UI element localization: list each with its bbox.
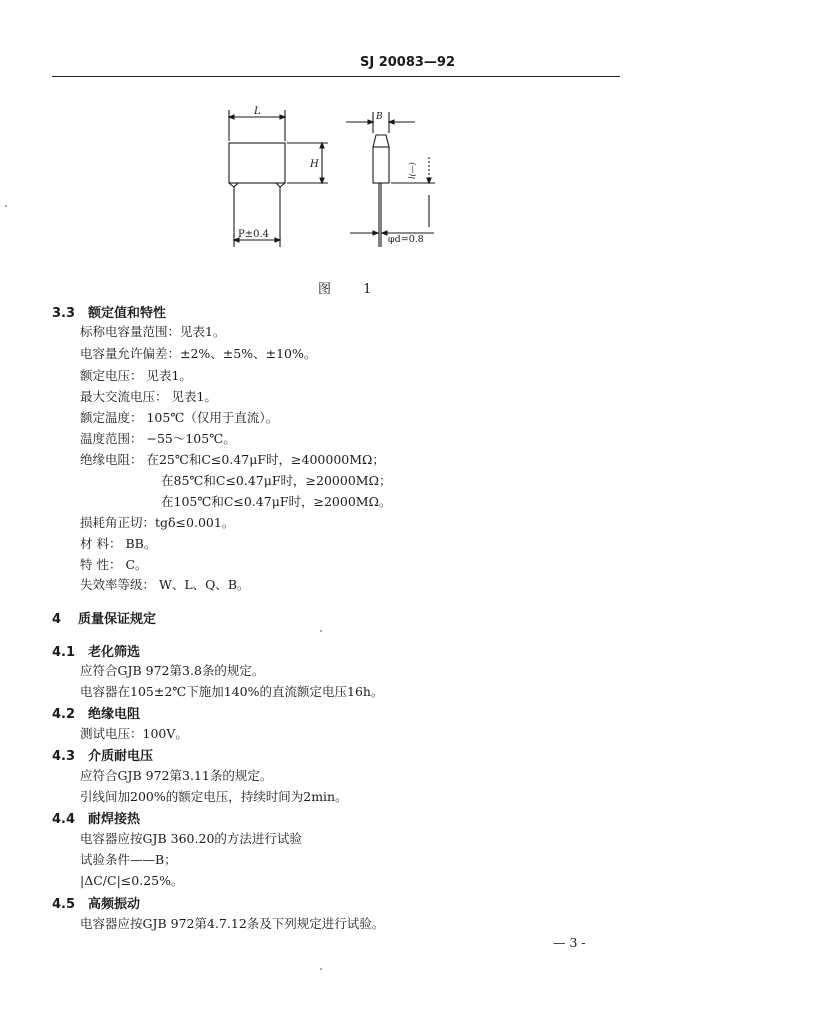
text-line: 电容器在105±2℃下施加140%的直流额定电压16h。 xyxy=(80,684,384,699)
section-4-4-heading xyxy=(52,808,140,827)
text-line: 应符合GJB 972第3.8条的规定。 xyxy=(80,663,265,678)
figure-1-drawing xyxy=(210,95,450,260)
section-4-2-heading xyxy=(52,703,140,722)
front-view-foot-right xyxy=(276,183,285,187)
section-4-heading xyxy=(52,608,156,627)
capacitor-dimension-drawing xyxy=(210,95,450,260)
label-d: φd=0.8 xyxy=(388,234,424,245)
text-line: 最大交流电压： 见表1。 xyxy=(80,389,217,404)
scan-speck xyxy=(320,630,322,632)
insulation-resistance-line: 在105℃和C≤0.47μF时，≥2000MΩ。 xyxy=(161,494,392,509)
section-title: 介质耐电压 xyxy=(88,749,154,764)
label-L: L xyxy=(254,106,261,117)
text-line: 试验条件——B； xyxy=(80,852,177,867)
document-header-code: SJ 20083—92 xyxy=(359,55,456,70)
text-line: 额定电压： 见表1。 xyxy=(80,368,192,383)
insulation-resistance-line: 绝缘电阻： 在25℃和C≤0.47μF时，≥400000MΩ； xyxy=(80,452,385,467)
section-4-1-heading xyxy=(52,641,140,660)
section-number: 4.4 xyxy=(52,812,76,827)
text-line: 损耗角正切：tgδ≤0.001。 xyxy=(80,515,235,530)
text-line: 电容量允许偏差：±2%、±5%、±10%。 xyxy=(80,346,317,361)
text-line: 引线间加200%的额定电压，持续时间为2min。 xyxy=(80,789,348,804)
scan-speck xyxy=(5,205,7,207)
front-view-foot-left xyxy=(229,183,238,187)
section-number: 4.5 xyxy=(52,897,76,912)
section-number: 4.2 xyxy=(52,707,76,722)
text-line: |ΔC/C|≤0.25%。 xyxy=(80,873,184,888)
section-title: 老化筛选 xyxy=(88,645,141,660)
figure-caption: 图 1 xyxy=(318,282,386,297)
text-line: 电容器应按GJB 972第4.7.12条及下列规定进行试验。 xyxy=(80,916,385,931)
text-line: 特 性： C。 xyxy=(80,557,148,572)
front-view-body xyxy=(229,143,285,183)
section-4-3-heading xyxy=(52,745,153,764)
label-P: P±0.4 xyxy=(238,229,270,240)
text-line: 材 料： BB。 xyxy=(80,536,157,551)
section-number: 3.3 xyxy=(52,306,76,321)
header-rule xyxy=(52,76,620,77)
text-line: 应符合GJB 972第3.11条的规定。 xyxy=(80,768,273,783)
side-view-top xyxy=(373,135,389,147)
label-H: H xyxy=(310,159,319,170)
section-title: 绝缘电阻 xyxy=(88,707,141,722)
section-number: 4.1 xyxy=(52,645,76,660)
section-4-5-heading xyxy=(52,893,140,912)
section-title: 高频振动 xyxy=(88,897,141,912)
page-number: — 3 - xyxy=(553,935,586,950)
section-number: 4.3 xyxy=(52,749,76,764)
section-title: 耐焊接热 xyxy=(88,812,141,827)
section-title: 额定值和特性 xyxy=(88,306,167,321)
text-line: 额定温度： 105℃（仅用于直流）。 xyxy=(80,410,279,425)
scan-speck xyxy=(320,968,322,970)
label-B: B xyxy=(376,112,383,122)
text-line: 温度范围： −55～105℃。 xyxy=(80,431,236,446)
text-line: 失效率等级： W、L、Q、B。 xyxy=(80,577,250,592)
label-l: l(—) xyxy=(408,162,417,179)
insulation-resistance-line: 在85℃和C≤0.47μF时，≥20000MΩ； xyxy=(161,473,392,488)
section-3-3-heading xyxy=(52,302,166,321)
section-title: 质量保证规定 xyxy=(78,612,157,627)
text-line: 测试电压：100V。 xyxy=(80,726,188,741)
text-line: 电容器应按GJB 360.20的方法进行试验 xyxy=(80,831,302,846)
section-number: 4 xyxy=(52,612,62,627)
side-view-body xyxy=(373,147,389,183)
text-line: 标称电容量范围：见表1。 xyxy=(80,324,226,339)
